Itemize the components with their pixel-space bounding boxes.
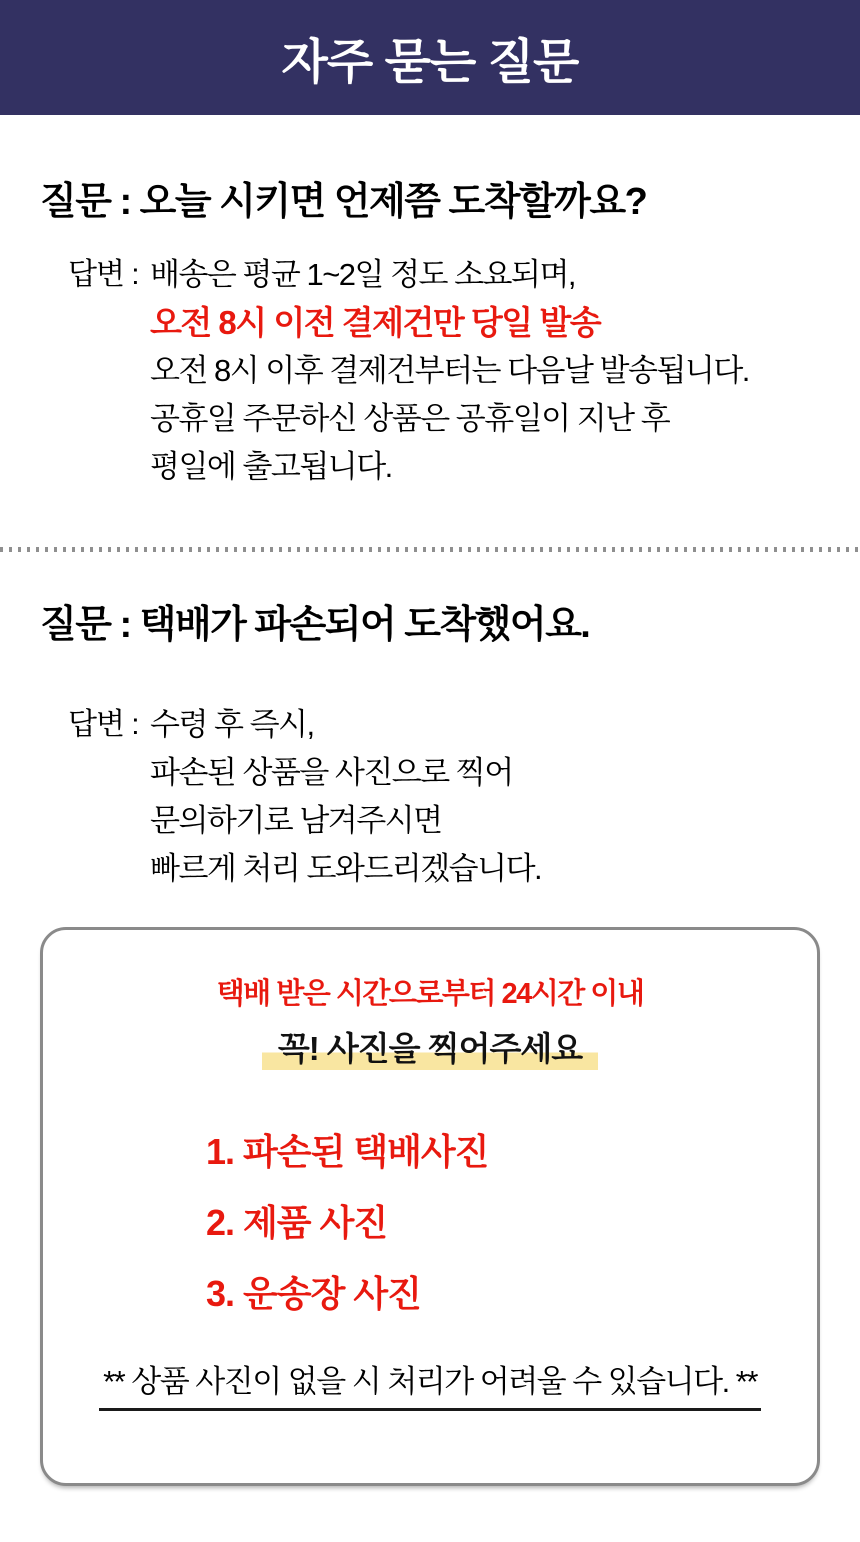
faq1-question: 질문 : 오늘 시키면 언제쯤 도착할까요? <box>40 181 647 223</box>
faq2-question: 질문 : 택배가 파손되어 도착했어요. <box>40 604 590 646</box>
faq2-answer-line: 수령 후 즉시, <box>150 707 314 742</box>
faq1-answer-line: 배송은 평균 1~2일 정도 소요되며, <box>150 257 575 292</box>
highlight-text: 꼭! 사진을 찍어주세요 <box>262 1028 598 1070</box>
faq1-answer-line: 오전 8시 이후 결제건부터는 다음날 발송됩니다. <box>150 353 749 388</box>
faq2-answer-label: 답변 : <box>68 708 139 741</box>
faq1-answer <box>68 251 820 491</box>
footnote <box>73 1362 787 1411</box>
list-item-product-photo: 2. 제품 사진 <box>206 1202 388 1243</box>
faq-section-delivery <box>40 179 820 491</box>
deadline-heading: 택배 받은 시간으로부터 24시간 이내 <box>216 978 644 1010</box>
faq1-answer-label: 답변 : <box>68 258 139 291</box>
faq1-answer-line: 공휴일 주문하신 상품은 공휴일이 지난 후 <box>150 401 670 436</box>
faq2-answer-line: 빠르게 처리 도와드리겠습니다. <box>150 851 542 886</box>
faq1-answer-line: 평일에 출고됩니다. <box>150 449 392 484</box>
faq-content <box>0 179 860 1486</box>
faq-section-damage <box>40 602 820 893</box>
list-item-waybill-photo: 3. 운송장 사진 <box>206 1273 421 1314</box>
faq1-answer-highlight-red: 오전 8시 이전 결제건만 당일 발송 <box>150 304 601 341</box>
damage-notice-box <box>40 927 820 1486</box>
page-title: 자주 묻는 질문 <box>281 36 579 89</box>
faq2-answer <box>68 701 820 893</box>
required-photos-list <box>73 1130 787 1316</box>
highlight-line <box>73 1028 787 1077</box>
list-item-damaged-parcel-photo: 1. 파손된 택배사진 <box>206 1131 489 1172</box>
faq-header <box>0 0 860 115</box>
dotted-divider <box>0 547 860 552</box>
faq1-answer-lines <box>150 251 749 491</box>
faq2-answer-line: 문의하기로 남겨주시면 <box>150 803 442 838</box>
footnote-text: ** 상품 사진이 없을 시 처리가 어려울 수 있습니다. ** <box>99 1362 761 1411</box>
faq2-answer-lines <box>150 701 541 893</box>
faq2-answer-line: 파손된 상품을 사진으로 찍어 <box>150 755 513 790</box>
